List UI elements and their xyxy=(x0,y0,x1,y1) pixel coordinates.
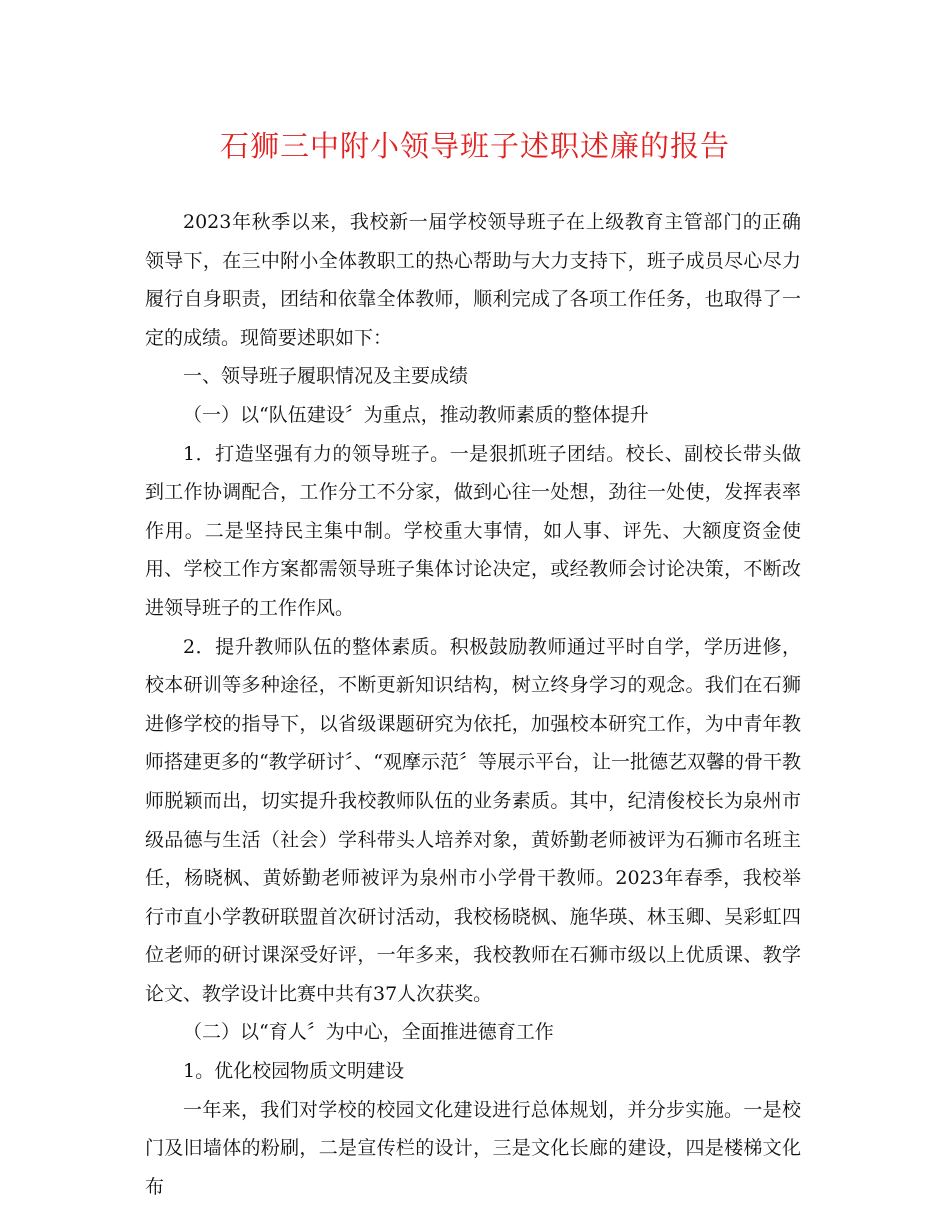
paragraph-campus-culture: 一年来，我们对学校的校园文化建设进行总体规划，并分步实施。一是校门及旧墙体的粉刷，二是宣传栏的设计，三是文化长廊的建设，四是楼梯文化布 xyxy=(145,1098,801,1198)
intro-paragraph: 2023年秋季以来，我校新一届学校领导班子在上级教育主管部门的正确领导下，在三中附小全体教职工的热心帮助与大力支持下，班子成员尽心尽力履行自身职责，团结和依靠全体教师，顺利完成了各项工作任务，也取得了一定的成绩。现简要述职如下： xyxy=(145,211,801,349)
subsection-heading-2: （二）以“育人〞为中心，全面推进德育工作 xyxy=(183,1021,554,1044)
paragraph-teacher-quality: 2．提升教师队伍的整体素质。积极鼓励教师通过平时自学，学历进修，校本研训等多种途径，不断更新知识结构，树立终身学习的观念。我们在石狮进修学校的指导下，以省级课题研究为依托，加强校本研究工作，为中青年教师搭建更多的“教学研讨〞、“观摩示范〞等展示平台，让一批德艺双馨的骨干教师脱颖而出，切实提升我校教师队伍的业务素质。其中，纪清俊校长为泉州市级品德与生活（社会）学科带头人培养对象，黄娇勤老师被评为石狮市名班主任，杨晓枫、黄娇勤老师被评为泉州市小学骨干教师。2023年春季，我校举行市直小学教研联盟首次研讨活动，我校杨晓枫、施华瑛、林玉卿、吴彩虹四位老师的研讨课深受好评，一年多来，我校教师在石狮市级以上优质课、教学论文、教学设计比赛中共有37人次获奖。 xyxy=(145,635,801,1005)
paragraph-leadership: 1．打造坚强有力的领导班子。一是狠抓班子团结。校长、副校长带头做到工作协调配合，工作分工不分家，做到心往一处想，劲往一处使，发挥表率作用。二是坚持民主集中制。学校重大事情，如人事、评先、大额度资金使用、学校工作方案都需领导班子集体讨论决定，或经教师会讨论决策，不断改进领导班子的工作作风。 xyxy=(145,442,801,619)
document-title: 石狮三中附小领导班子述职述廉的报告 xyxy=(219,129,730,163)
section-heading-1: 一、领导班子履职情况及主要成绩 xyxy=(183,365,469,388)
document-body xyxy=(145,203,801,1206)
subsection-heading-1: （一）以“队伍建设〞为重点，推动教师素质的整体提升 xyxy=(183,403,649,426)
item-heading-campus: 1。优化校园物质文明建设 xyxy=(183,1060,405,1083)
